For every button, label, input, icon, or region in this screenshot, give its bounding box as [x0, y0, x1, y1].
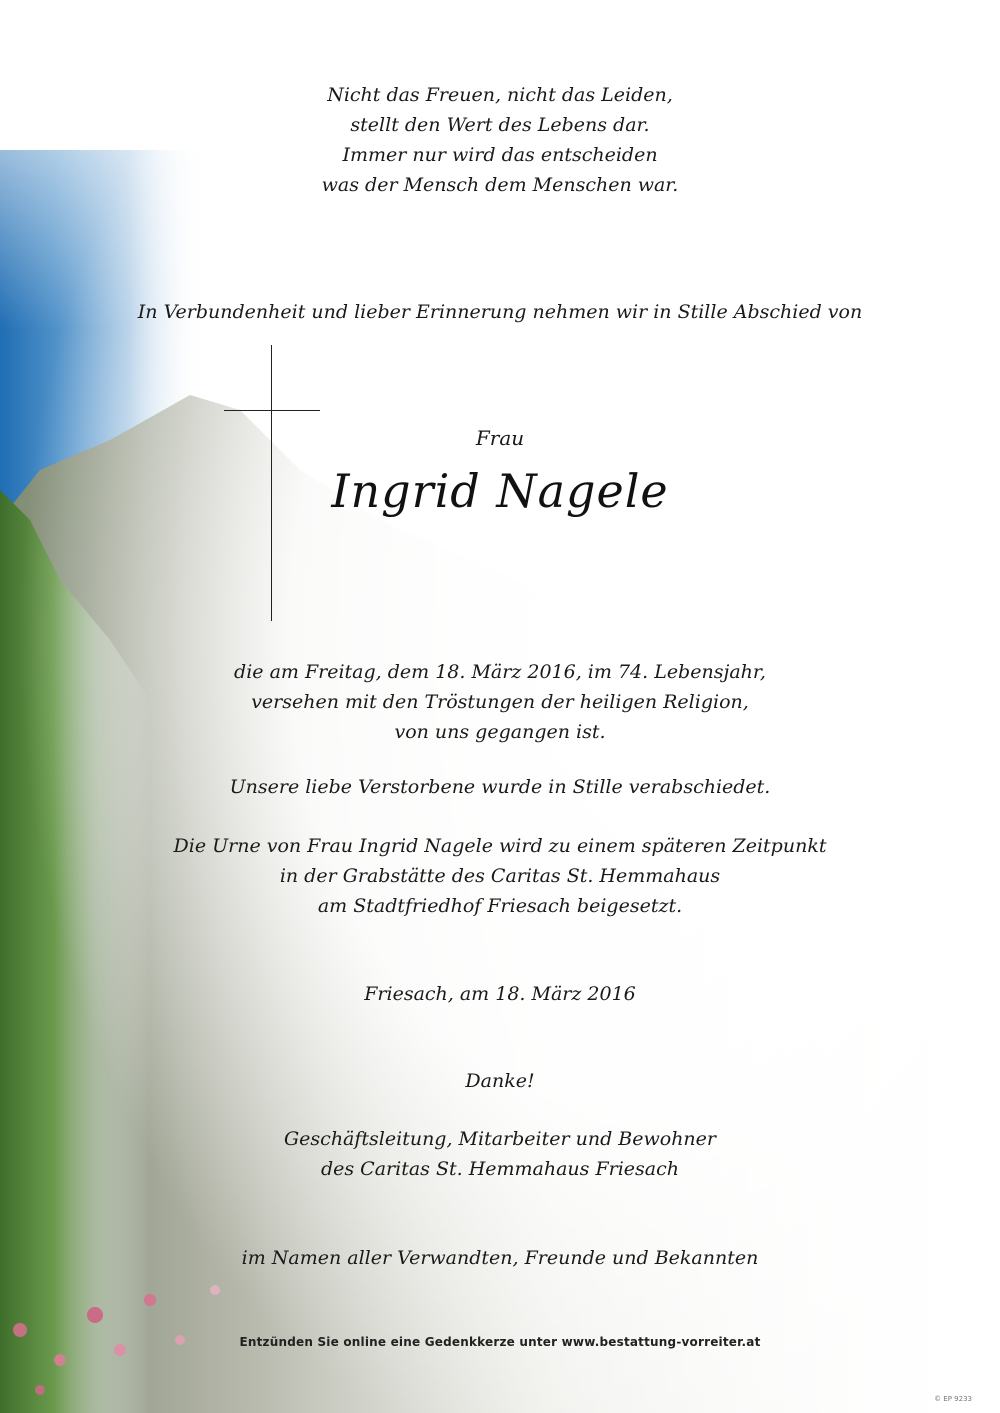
poem-line: stellt den Wert des Lebens dar. — [350, 114, 650, 136]
urn-notice-line: in der Grabstätte des Caritas St. Hemmahaus — [279, 865, 721, 887]
poem — [0, 80, 1000, 200]
intro-text: In Verbundenheit und lieber Erinnerung nehmen wir in Stille Abschied von — [137, 301, 863, 323]
print-code: © EP 9233 — [934, 1395, 972, 1403]
farewell-text: Unsere liebe Verstorbene wurde in Stille verabschiedet. — [229, 776, 771, 798]
place-date: Friesach, am 18. März 2016 — [364, 983, 636, 1005]
urn-notice — [0, 831, 1000, 921]
relatives-text: im Namen aller Verwandten, Freunde und Bekannten — [241, 1247, 759, 1269]
death-notice-line: versehen mit den Tröstungen der heiligen Religion, — [251, 691, 749, 713]
death-notice — [0, 657, 1000, 747]
urn-notice-line: Die Urne von Frau Ingrid Nagele wird zu einem späteren Zeitpunkt — [173, 835, 827, 857]
signers — [0, 1124, 1000, 1184]
salutation: Frau — [475, 426, 525, 450]
death-notice-line: von uns gegangen ist. — [394, 721, 606, 743]
urn-notice-line: am Stadtfriedhof Friesach beigesetzt. — [317, 895, 683, 917]
footer-link-text: Entzünden Sie online eine Gedenkkerze unter www.bestattung-vorreiter.at — [239, 1335, 761, 1349]
death-notice-line: die am Freitag, dem 18. März 2016, im 74. Lebensjahr, — [234, 661, 766, 683]
thanks-text: Danke! — [465, 1070, 535, 1092]
deceased-name: Ingrid Nagele — [331, 464, 669, 518]
signers-line: Geschäftsleitung, Mitarbeiter und Bewohner — [284, 1128, 716, 1150]
signers-line: des Caritas St. Hemmahaus Friesach — [320, 1158, 679, 1180]
poem-line: Nicht das Freuen, nicht das Leiden, — [327, 84, 673, 106]
poem-line: Immer nur wird das entscheiden — [342, 144, 658, 166]
poem-line: was der Mensch dem Menschen war. — [321, 174, 679, 196]
